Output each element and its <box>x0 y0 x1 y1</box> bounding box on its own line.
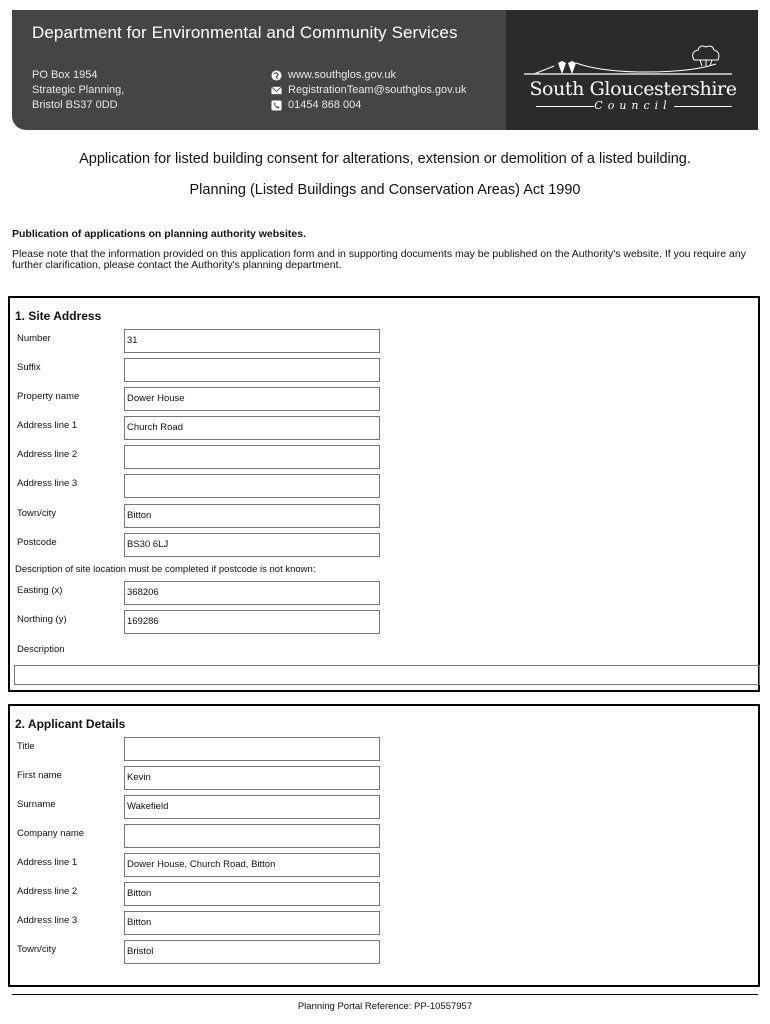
field-label: Description <box>17 644 65 655</box>
applicant-town-city-field[interactable]: Bristol <box>124 940 380 964</box>
applicant-address-line-3-field[interactable]: Bitton <box>124 911 380 935</box>
field-label: Postcode <box>17 537 57 548</box>
easting-field[interactable]: 368206 <box>124 581 380 605</box>
field-label: Title <box>17 741 35 752</box>
field-label: Address line 2 <box>17 449 78 460</box>
postal-address <box>32 68 124 113</box>
field-label: Address line 3 <box>17 478 78 489</box>
contact-details <box>271 68 467 113</box>
location-note: Description of site location must be completed if postcode is not known: <box>15 564 316 575</box>
council-logo-subtitle: Council <box>594 99 672 112</box>
council-logo-graphic <box>506 10 758 130</box>
globe-icon <box>271 70 282 81</box>
logo-divider-right <box>674 106 732 107</box>
header-banner <box>12 10 758 130</box>
address-line-3-field[interactable] <box>124 474 380 498</box>
title-field[interactable] <box>124 737 380 761</box>
website-row <box>271 68 467 83</box>
field-label: Northing (y) <box>17 614 67 625</box>
field-label: Company name <box>17 828 85 839</box>
council-logo-name: South Gloucestershire <box>529 78 737 100</box>
first-name-field[interactable]: Kevin <box>124 766 380 790</box>
field-label: First name <box>17 770 62 781</box>
form-subtitle: Planning (Listed Buildings and Conservation Areas) Act 1990 <box>189 182 581 198</box>
field-label: Easting (x) <box>17 585 63 596</box>
suffix-field[interactable] <box>124 358 380 382</box>
field-label: Address line 2 <box>17 886 78 897</box>
field-label: Address line 1 <box>17 857 78 868</box>
postcode-field[interactable]: BS30 6LJ <box>124 533 380 557</box>
envelope-icon <box>271 85 282 96</box>
address-line-2-field[interactable] <box>124 445 380 469</box>
address-line-1-field[interactable]: Church Road <box>124 416 380 440</box>
phone-row <box>271 98 467 113</box>
description-field[interactable] <box>14 665 760 685</box>
publication-notice: Please note that the information provided on this application form and in supporting documents may be published on the Authority's website. If you require any further clarification, please contact the Authority's planning department. <box>12 248 746 271</box>
field-label: Town/city <box>17 508 57 519</box>
website-link[interactable]: www.southglos.gov.uk <box>288 69 397 81</box>
field-label: Address line 3 <box>17 915 78 926</box>
portal-reference: Planning Portal Reference: PP-10557957 <box>297 1001 473 1012</box>
northing-field[interactable]: 169286 <box>124 610 380 634</box>
form-title: Application for listed building consent for alterations, extension or demolition of a listed building. <box>79 151 691 167</box>
footer-divider <box>12 994 758 995</box>
applicant-address-line-1-field[interactable]: Dower House, Church Road, Bitton <box>124 853 380 877</box>
email-row <box>271 83 467 98</box>
department-title: Department for Environmental and Community Services <box>32 23 458 42</box>
address-line: Bristol BS37 0DD <box>32 99 118 111</box>
site-address-section <box>8 296 760 692</box>
publication-heading: Publication of applications on planning authority websites. <box>12 228 307 240</box>
section-title: 2. Applicant Details <box>15 717 126 731</box>
logo-panel <box>506 10 758 130</box>
section-title: 1. Site Address <box>15 309 102 323</box>
phone-icon <box>271 100 282 111</box>
field-label: Number <box>17 333 51 344</box>
property-name-field[interactable]: Dower House <box>124 387 380 411</box>
field-label: Suffix <box>17 362 41 373</box>
applicant-details-section <box>8 704 760 987</box>
field-label: Town/city <box>17 944 57 955</box>
company-name-field[interactable] <box>124 824 380 848</box>
applicant-address-line-2-field[interactable]: Bitton <box>124 882 380 906</box>
field-label: Address line 1 <box>17 420 78 431</box>
surname-field[interactable]: Wakefield <box>124 795 380 819</box>
address-line: PO Box 1954 <box>32 69 98 81</box>
address-line: Strategic Planning, <box>32 84 125 96</box>
field-label: Surname <box>17 799 56 810</box>
email-link[interactable]: RegistrationTeam@southglos.gov.uk <box>288 84 467 96</box>
town-city-field[interactable]: Bitton <box>124 504 380 528</box>
phone-number: 01454 868 004 <box>288 99 362 111</box>
number-field[interactable]: 31 <box>124 329 380 353</box>
field-label: Property name <box>17 391 80 402</box>
